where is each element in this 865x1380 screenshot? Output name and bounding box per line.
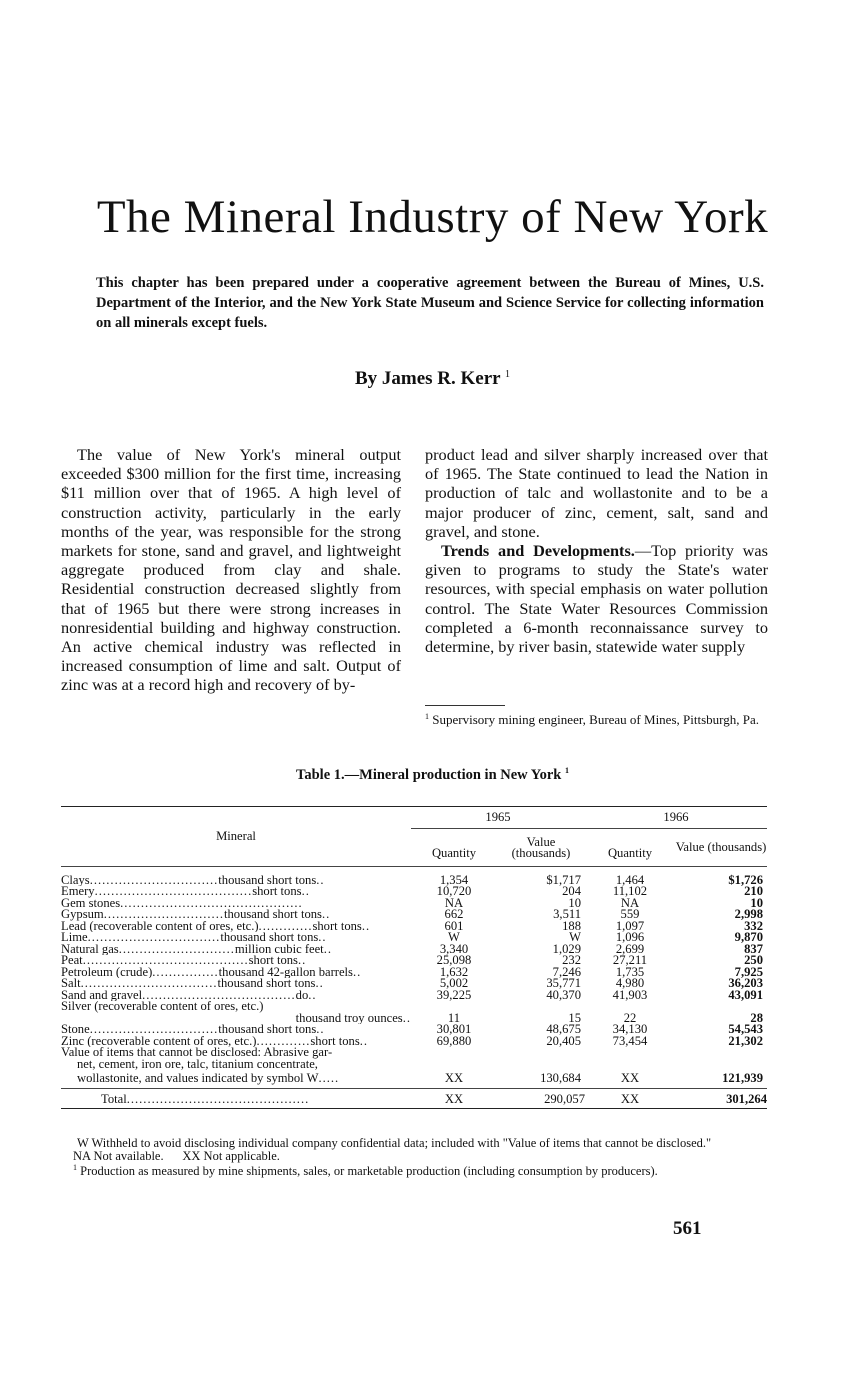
total-label: Total [101,1091,127,1106]
body-column-right [425,445,768,656]
paragraph: The value of New York's mineral output exceeded $300 million for the first time, increasing $11 million over that of 1965. A high level of construction activity, particularly in the early months of the year, was responsible for the strong markets for stone, sand and gravel, and lightweight aggregate produced from clay and shale. Residential construction decreased slightly from that of 1965 but there were strong increases in nonresidential building and highway construction. An active chemical industry was reflected in increased consumption of lime and salt. Output of zinc was at a record high and recovery of by- [61,445,401,695]
quantity-1965: 601 [444,918,464,933]
value-1965: 40,370 [546,987,581,1002]
unit-label: thousand troy ounces [295,1012,403,1024]
value-1966: 7,925 [734,964,763,979]
dot-leader: ............. [258,920,313,932]
page-title: The Mineral Industry of New York [96,191,769,243]
quantity-1965: 39,225 [436,987,472,1002]
quantity-1966: 559 [620,907,640,921]
table-row [61,898,767,910]
footnote-divider [425,705,505,706]
dot-leader: .. [297,955,307,967]
table-caption [0,766,865,784]
table-row [61,1024,767,1036]
value-1966: $1,726 [728,872,763,887]
chapter-intro: This chapter has been prepared under a cooperative agreement between the Bureau of Mines, U.S. Department of the Interior, and the New York State Museum and Science Service for collecting information on all minerals except fuels. [96,275,764,331]
value-1965: 7,246 [552,964,581,979]
note-na: NA Not available. [73,1148,164,1163]
dot-leader: ..... [318,1071,340,1085]
quantity-1965: 11 [447,1010,461,1025]
note-na-xx [61,1150,767,1163]
unit-label: short tons [252,886,302,898]
quantity-1966: NA [620,895,640,910]
value-1965: 3,511 [553,907,581,921]
value-1966: 2,998 [734,907,763,921]
note-production [61,1162,767,1178]
body-column-left [61,445,401,695]
mineral-name: Peat [61,955,83,967]
mineral-name: Natural gas [61,943,119,955]
dot-leader: .. [361,920,371,932]
value-1966: 837 [744,941,763,956]
dot-leader: .. [352,966,362,978]
undisclosed-label: wollastonite, and values indicated by symbol W [77,1071,319,1085]
dot-leader: ..................................... [142,989,296,1001]
unit-label: short tons [310,1035,360,1047]
value-1966: 9,870 [734,930,763,944]
section-text: —Top priority was given to programs to study the State's water resources, with special emphasis on water pollution control. The State Water Resources Commission completed a 6-month reconnaissance survey to determine, by river basin, statewide water supply [425,541,768,657]
empty-cell [497,1047,585,1059]
mineral-cell [61,1070,411,1088]
unit-label: thousand short tons [220,932,319,944]
dot-leader: ............................ [118,943,235,955]
mineral-name: Lime [61,932,88,944]
unit-label: do [295,989,309,1001]
mineral-cell [61,978,411,990]
unit-label: thousand short tons [224,909,322,921]
dot-leader: ............................................ [120,897,303,909]
value-1965: 204 [562,884,581,898]
empty-cell [411,1059,497,1071]
value-1966: 54,543 [728,1022,763,1036]
page-number: 561 [673,1218,702,1239]
mineral-name: Gypsum [61,909,104,921]
mineral-name: Silver (recoverable content of ores, etc.) [61,1001,264,1013]
dot-leader: .. [316,872,325,886]
mineral-cell [61,990,411,1002]
table-row [61,944,767,956]
header-mineral: Mineral [61,807,411,867]
mineral-cell [61,932,411,944]
table-row [61,932,767,944]
table-row [61,1047,767,1059]
quantity-1966: XX [620,1071,640,1085]
mineral-cell [61,1036,411,1048]
quantity-1965: 25,098 [436,953,472,967]
dot-leader: ............................................ [126,1091,310,1106]
dot-leader: .. [402,1012,411,1024]
value-1965: $1,717 [546,872,581,887]
mineral-name: Clays [61,872,90,886]
quantity-1965: 30,801 [436,1022,472,1036]
dot-leader: ............................... [89,1024,219,1036]
byline-footnote-mark: 1 [505,368,511,380]
quantity-1965: 3,340 [439,941,469,956]
quantity-1965: 10,720 [436,884,472,898]
value-1966: 332 [744,918,763,933]
header-value: Value (thousands) [511,834,571,860]
empty-cell [675,1047,767,1059]
empty-cell [675,1059,767,1071]
value-1965: 20,405 [546,1033,581,1048]
quantity-1966: 1,096 [615,930,645,944]
value-1965: 188 [562,918,581,933]
mineral-name: Emery [61,886,95,898]
undisclosed-label: net, cement, iron ore, talc, titanium concentrate, [77,1058,318,1070]
note-mark: 1 [73,1163,77,1172]
table-body [61,866,767,1109]
note-w: W Withheld to avoid disclosing individual company confidential data; included with "Value of items that cannot be disclosed." [77,1136,712,1150]
value-1966: 121,939 [722,1071,763,1085]
quantity-1965: 1,354 [439,872,469,887]
mineral-name: Sand and gravel [61,989,143,1001]
unit-label: short tons [312,920,362,932]
dot-leader: .. [359,1035,369,1047]
value-1966: 10 [750,895,763,910]
quantity-1966: 2,699 [615,941,645,956]
quantity-1965: XX [444,1071,464,1085]
dot-leader: .. [316,1024,325,1036]
quantity-1966: 22 [623,1010,637,1025]
unit-label: thousand short tons [218,1024,317,1036]
value-1966: 21,302 [728,1033,763,1048]
total-row [61,1088,767,1109]
table-row [61,990,767,1002]
table-row [61,1001,767,1013]
quantity-1966: 41,903 [612,987,648,1002]
table-row [61,1036,767,1048]
value-1966: 36,203 [728,976,763,990]
table-caption-text: Table 1.—Mineral production in New York [296,766,562,783]
mineral-cell [61,886,411,898]
quantity-1965: W [448,930,460,944]
value-1965: 35,771 [546,976,581,990]
paragraph [425,541,768,656]
table-row [61,978,767,990]
quantity-1966: XX [585,1088,675,1109]
mineral-cell [61,1024,411,1036]
mineral-cell [61,921,411,933]
mineral-cell [61,866,411,886]
dot-leader: ................................ [87,932,221,944]
empty-cell [497,1059,585,1071]
unit-label: thousand short tons [218,872,317,886]
note-text: Production as measured by mine shipments, sales, or marketable production (including consumption by producers). [80,1164,658,1179]
quantity-1966: 27,211 [612,953,648,967]
table-row [61,866,767,886]
value-1966: 250 [744,953,763,967]
footnote-text: Supervisory mining engineer, Bureau of Mines, Pittsburgh, Pa. [432,712,759,728]
header-year-1965: 1965 [411,807,585,829]
quantity-1965: 5,002 [439,976,469,990]
table-row [61,1070,767,1088]
dot-leader: ................ [152,966,219,978]
unit-label: million cubic feet [234,943,324,955]
quantity-1966: 4,980 [615,976,645,990]
table-row [61,967,767,979]
value-1965: 232 [562,953,581,967]
paragraph: product lead and silver sharply increased over that of 1965. The State continued to lead the Nation in production of talc and wollastonite and to be a major producer of zinc, cement, salt, sand and gravel, and stone. [425,445,768,541]
value-1965: 15 [568,1010,581,1025]
table-row [61,955,767,967]
table-row [61,1013,767,1025]
mineral-name: Zinc (recoverable content of ores, etc.) [61,1035,257,1047]
table-row [61,921,767,933]
table-row [61,1059,767,1071]
unit-label: thousand 42-gallon barrels [218,966,353,978]
table-notes [61,1137,767,1178]
header-value: Value (thousands) [675,840,767,855]
mineral-cell [61,944,411,956]
author-footnote [425,710,768,727]
mineral-production-table [61,806,767,1109]
mineral-cell [61,909,411,921]
value-1966: 210 [744,884,763,898]
dot-leader: .. [321,909,331,921]
quantity-1965: 1,632 [439,964,469,979]
quantity-1966: 11,102 [612,884,648,898]
unit-label: short tons [248,955,298,967]
mineral-name: Salt [61,978,81,990]
value-1965: 10 [568,895,581,910]
value-1966: 28 [750,1010,763,1025]
value-1965: 290,057 [497,1088,585,1109]
dot-leader: .. [323,943,332,955]
empty-cell [411,1047,497,1059]
value-1965: 48,675 [546,1022,581,1036]
quantity-1965: NA [444,895,464,910]
table-row [61,909,767,921]
dot-leader: .. [315,978,324,990]
header-quantity: Quantity [431,846,477,860]
quantity-1966: 1,097 [615,918,645,933]
quantity-1965: 69,880 [436,1033,472,1048]
dot-leader: ............................... [89,872,219,886]
dot-leader: ................................. [80,978,218,990]
mineral-name: Gem stones [61,897,121,909]
value-1966: 301,264 [675,1088,767,1109]
value-1966: 43,091 [728,987,763,1002]
header-year-1966: 1966 [585,807,767,829]
quantity-1966: 1,464 [615,872,645,887]
mineral-cell [61,898,411,910]
quantity-1965: XX [411,1088,497,1109]
dot-leader: ............. [256,1035,311,1047]
author-name: By James R. Kerr [354,368,501,389]
value-1965: 130,684 [540,1071,581,1085]
mineral-name: Petroleum (crude) [61,966,153,978]
dot-leader: .. [308,989,317,1001]
dot-leader: ........................................ [82,955,249,967]
dot-leader: .. [301,886,310,898]
table-row [61,886,767,898]
quantity-1965: 662 [444,907,464,921]
note-xx: XX Not applicable. [182,1148,280,1163]
mineral-cell [61,1088,411,1109]
quantity-1966: 1,735 [615,964,645,979]
mineral-cell [61,1013,411,1025]
dot-leader: .. [318,932,327,944]
value-1965: 1,029 [552,941,581,956]
table-caption-mark: 1 [564,766,569,775]
mineral-cell [61,955,411,967]
quantity-1966: 73,454 [612,1033,648,1048]
empty-cell [585,1047,675,1059]
mineral-name: Lead (recoverable content of ores, etc.) [61,920,259,932]
quantity-1966: 34,130 [612,1022,648,1036]
dot-leader: ............................. [103,909,224,921]
mineral-cell [61,967,411,979]
unit-label: thousand short tons [217,978,316,990]
dot-leader: ...................................... [94,886,253,898]
empty-cell [585,1059,675,1071]
undisclosed-label: Value of items that cannot be disclosed: Abrasive gar- [61,1047,333,1059]
header-quantity: Quantity [607,846,653,860]
value-1965: W [569,930,581,944]
author-byline [0,368,865,390]
mineral-name: Stone [61,1024,90,1036]
footnote-mark: 1 [425,712,429,721]
section-heading: Trends and Developments. [441,541,635,561]
